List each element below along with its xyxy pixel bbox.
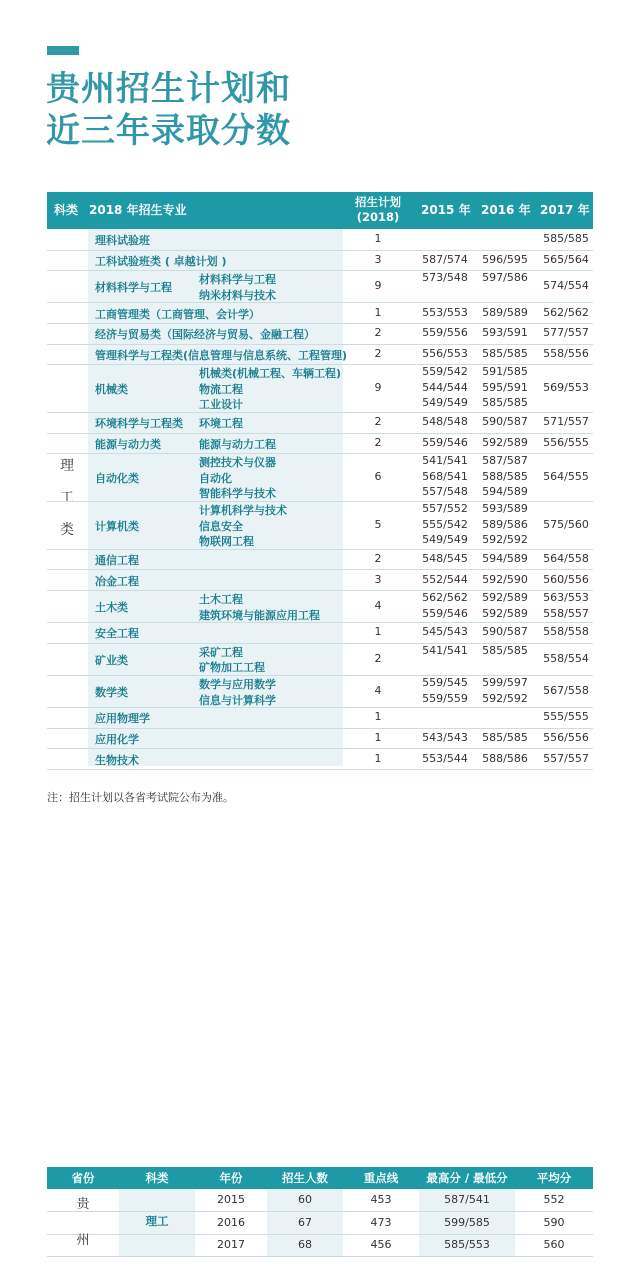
score-s2017: 557/557 bbox=[543, 751, 589, 765]
major-group-name: 环境科学与工程类 bbox=[95, 417, 183, 431]
score-s2015: 557/552 bbox=[422, 502, 468, 515]
bt-header-count: 招生人数 bbox=[282, 1171, 328, 1185]
header-2016: 2016 年 bbox=[481, 203, 531, 217]
plan-count: 4 bbox=[374, 599, 382, 613]
table-row bbox=[47, 433, 593, 455]
table-row bbox=[47, 302, 593, 324]
score-s2016: 588/585 bbox=[482, 469, 528, 483]
bt-cell-key_line: 453 bbox=[370, 1193, 392, 1206]
score-s2015: 543/543 bbox=[422, 731, 468, 745]
table-row bbox=[47, 748, 593, 770]
table-row bbox=[47, 1189, 593, 1212]
score-s2017: 558/558 bbox=[543, 625, 589, 639]
table-row bbox=[47, 728, 593, 750]
bt-cell-max_min: 599/585 bbox=[444, 1215, 490, 1229]
bt-header-key-line: 重点线 bbox=[363, 1171, 399, 1185]
title-line-1: 贵州招生计划和 bbox=[46, 69, 291, 109]
sub-major-name: 数学与应用数学 bbox=[199, 678, 276, 691]
bt-cell-avg: 560 bbox=[543, 1238, 565, 1251]
major-group-name: 机械类 bbox=[95, 383, 128, 397]
table-row bbox=[47, 501, 593, 550]
plan-count: 2 bbox=[374, 326, 382, 340]
score-s2015: 541/541 bbox=[422, 454, 468, 468]
header-plan bbox=[347, 195, 409, 225]
plan-count: 3 bbox=[374, 572, 382, 586]
major-group-name: 数学类 bbox=[95, 686, 128, 700]
plan-count: 2 bbox=[374, 651, 382, 665]
score-s2016: 585/585 bbox=[482, 346, 528, 360]
score-s2016: 593/591 bbox=[482, 326, 528, 340]
major-group-name: 理科试验班 bbox=[95, 234, 150, 248]
score-s2017: 558/557 bbox=[543, 606, 589, 620]
score-s2015: 587/574 bbox=[422, 252, 468, 266]
score-s2017: 558/554 bbox=[543, 651, 589, 665]
bt-header-max-min: 最高分 / 最低分 bbox=[426, 1171, 508, 1185]
bt-header-province: 省份 bbox=[71, 1171, 95, 1185]
bt-cell-count: 68 bbox=[298, 1238, 312, 1251]
major-group-name: 生物技术 bbox=[95, 753, 139, 767]
science-char-1: 理 bbox=[60, 458, 74, 474]
score-s2017: 575/560 bbox=[543, 517, 589, 531]
score-s2015: 557/548 bbox=[422, 485, 468, 499]
score-s2017: 565/564 bbox=[543, 252, 589, 266]
sub-major-name: 自动化 bbox=[199, 471, 232, 485]
score-s2016: 594/589 bbox=[482, 552, 528, 566]
score-s2016: 585/585 bbox=[482, 396, 528, 410]
sub-major-name: 材料科学与工程 bbox=[199, 273, 276, 287]
sub-major-name: 智能科学与技术 bbox=[199, 487, 276, 501]
score-s2016: 587/587 bbox=[482, 454, 528, 468]
score-s2017: 555/555 bbox=[543, 710, 589, 724]
major-group-name: 工商管理类（工商管理、会计学） bbox=[95, 307, 260, 321]
score-s2017: 562/562 bbox=[543, 305, 589, 319]
plan-count: 9 bbox=[374, 279, 382, 293]
score-s2017: 560/556 bbox=[543, 572, 589, 586]
score-s2016: 592/589 bbox=[482, 606, 528, 620]
bt-header-category: 科类 bbox=[145, 1171, 169, 1185]
score-s2015: 545/543 bbox=[422, 625, 468, 639]
score-s2016: 595/591 bbox=[482, 380, 528, 394]
sub-major-name: 纳米材料与技术 bbox=[199, 288, 276, 302]
score-s2017: 577/557 bbox=[543, 326, 589, 340]
score-s2017: 564/558 bbox=[543, 552, 589, 566]
score-s2017: 556/556 bbox=[543, 731, 589, 745]
plan-count: 1 bbox=[374, 625, 382, 639]
score-s2016: 596/595 bbox=[482, 252, 528, 266]
bt-cell-count: 60 bbox=[298, 1193, 312, 1206]
score-s2017: 574/554 bbox=[543, 279, 589, 293]
score-s2016: 599/597 bbox=[482, 676, 528, 689]
score-s2015: 541/541 bbox=[422, 643, 468, 657]
score-s2015: 562/562 bbox=[422, 591, 468, 604]
table-row bbox=[47, 569, 593, 591]
table-row bbox=[47, 323, 593, 345]
sub-major-name: 能源与动力工程 bbox=[199, 437, 276, 451]
score-s2016: 592/592 bbox=[482, 533, 528, 547]
major-group-name: 矿业类 bbox=[95, 653, 128, 667]
bt-category-cell: 理工 bbox=[145, 1214, 169, 1228]
science-char-3: 类 bbox=[60, 522, 74, 538]
bt-header-avg: 平均分 bbox=[536, 1171, 572, 1185]
accent-bar bbox=[47, 46, 79, 55]
title-line-2: 近三年录取分数 bbox=[46, 111, 291, 151]
score-s2016: 593/589 bbox=[482, 502, 528, 515]
header-2017: 2017 年 bbox=[540, 203, 590, 217]
header-2015: 2015 年 bbox=[421, 203, 471, 217]
score-s2017: 567/558 bbox=[543, 684, 589, 698]
table-row bbox=[47, 707, 593, 729]
score-s2016: 594/589 bbox=[482, 485, 528, 499]
bt-header-year: 年份 bbox=[219, 1171, 243, 1185]
plan-count: 6 bbox=[374, 470, 382, 484]
table-row bbox=[47, 675, 593, 708]
score-s2016: 589/586 bbox=[482, 517, 528, 531]
sub-major-name: 物流工程 bbox=[199, 382, 243, 396]
sub-major-name: 机械类(机械工程、车辆工程) bbox=[199, 367, 342, 381]
bt-province-char-1: 贵 bbox=[76, 1197, 90, 1212]
sub-major-name: 物联网工程 bbox=[199, 535, 254, 549]
bt-cell-key_line: 456 bbox=[370, 1238, 392, 1251]
score-s2015: 559/542 bbox=[422, 365, 468, 379]
table-row bbox=[47, 1234, 593, 1257]
major-group-name: 通信工程 bbox=[95, 554, 139, 568]
sub-major-name: 信息与计算科学 bbox=[199, 693, 276, 707]
major-group-name: 管理科学与工程类(信息管理与信息系统、工程管理) bbox=[95, 348, 348, 362]
sub-major-name: 工业设计 bbox=[199, 398, 243, 412]
major-group-name: 土木类 bbox=[95, 601, 128, 615]
page-title bbox=[46, 68, 291, 152]
plan-count: 3 bbox=[374, 252, 382, 266]
major-group-name: 应用化学 bbox=[95, 733, 139, 747]
score-s2016: 590/587 bbox=[482, 415, 528, 429]
sub-major-name: 环境工程 bbox=[199, 417, 243, 431]
score-s2015: 544/544 bbox=[422, 380, 468, 394]
score-s2015: 553/544 bbox=[422, 751, 468, 765]
sub-major-name: 土木工程 bbox=[199, 593, 243, 606]
sub-major-name: 计算机科学与技术 bbox=[199, 504, 287, 517]
sub-major-name: 矿物加工工程 bbox=[199, 661, 265, 675]
table-row bbox=[47, 590, 593, 623]
table-row bbox=[47, 412, 593, 434]
plan-count: 2 bbox=[374, 435, 382, 449]
score-s2016: 585/585 bbox=[482, 731, 528, 745]
score-s2016: 589/589 bbox=[482, 305, 528, 319]
score-s2015: 559/559 bbox=[422, 691, 468, 705]
plan-count: 4 bbox=[374, 684, 382, 698]
score-s2016: 591/585 bbox=[482, 365, 528, 379]
major-group-name: 材料科学与工程 bbox=[95, 281, 172, 295]
plan-count: 1 bbox=[374, 232, 382, 246]
bottom-table-header bbox=[47, 1167, 593, 1189]
bt-cell-max_min: 587/541 bbox=[444, 1193, 490, 1206]
plan-count: 5 bbox=[374, 517, 382, 531]
bt-cell-max_min: 585/553 bbox=[444, 1238, 490, 1251]
header-category: 科类 bbox=[54, 203, 79, 217]
footnote: 注：招生计划以各省考试院公布为准。 bbox=[47, 791, 234, 804]
science-char-2: 工 bbox=[60, 490, 74, 506]
bt-province-cell bbox=[47, 1189, 119, 1257]
table-row bbox=[47, 250, 593, 272]
table-row bbox=[47, 344, 593, 366]
bt-cell-year: 2016 bbox=[217, 1215, 245, 1229]
bt-cell-key_line: 473 bbox=[370, 1215, 392, 1229]
bt-cell-avg: 590 bbox=[543, 1215, 565, 1229]
score-s2016: 592/590 bbox=[482, 572, 528, 586]
sub-major-name: 信息安全 bbox=[199, 519, 243, 533]
plan-count: 2 bbox=[374, 346, 382, 360]
plan-count: 9 bbox=[374, 381, 382, 395]
sub-major-name: 建筑环境与能源应用工程 bbox=[199, 608, 320, 622]
score-s2017: 585/585 bbox=[543, 232, 589, 246]
bt-cell-avg: 552 bbox=[543, 1193, 565, 1206]
table-row bbox=[47, 643, 593, 676]
score-s2015: 549/549 bbox=[422, 533, 468, 547]
score-s2016: 597/586 bbox=[482, 271, 528, 285]
sub-major-name: 采矿工程 bbox=[199, 645, 243, 659]
major-group-name: 冶金工程 bbox=[95, 574, 139, 588]
major-group-name: 能源与动力类 bbox=[95, 437, 161, 451]
header-major: 2018 年招生专业 bbox=[89, 203, 187, 217]
table-row bbox=[47, 453, 593, 502]
score-s2017: 556/555 bbox=[543, 435, 589, 449]
major-group-name: 应用物理学 bbox=[95, 712, 150, 726]
plan-count: 1 bbox=[374, 751, 382, 765]
score-s2015: 559/545 bbox=[422, 676, 468, 689]
plan-count: 2 bbox=[374, 552, 382, 566]
score-s2015: 556/553 bbox=[422, 346, 468, 360]
score-s2015: 559/546 bbox=[422, 435, 468, 449]
score-s2017: 558/556 bbox=[543, 346, 589, 360]
plan-count: 1 bbox=[374, 305, 382, 319]
sub-major-name: 测控技术与仪器 bbox=[199, 456, 276, 470]
score-s2016: 592/592 bbox=[482, 691, 528, 705]
score-s2015: 548/545 bbox=[422, 552, 468, 566]
bt-cell-count: 67 bbox=[298, 1215, 312, 1229]
score-s2015: 552/544 bbox=[422, 572, 468, 586]
major-group-name: 计算机类 bbox=[95, 519, 139, 533]
bt-province-char-2: 州 bbox=[76, 1233, 90, 1248]
score-s2015: 568/541 bbox=[422, 469, 468, 483]
major-group-name: 自动化类 bbox=[95, 472, 139, 486]
table-row bbox=[47, 622, 593, 644]
table-row bbox=[47, 229, 593, 251]
plan-count: 1 bbox=[374, 731, 382, 745]
header-plan-line1: 招生计划 bbox=[355, 195, 401, 209]
score-s2016: 585/585 bbox=[482, 643, 528, 657]
score-s2017: 571/557 bbox=[543, 415, 589, 429]
major-group-name: 安全工程 bbox=[95, 627, 139, 641]
score-s2016: 590/587 bbox=[482, 625, 528, 639]
score-s2015: 548/548 bbox=[422, 415, 468, 429]
score-s2017: 569/553 bbox=[543, 381, 589, 395]
score-s2015: 553/553 bbox=[422, 305, 468, 319]
table-row bbox=[47, 270, 593, 303]
bt-cell-year: 2015 bbox=[217, 1193, 245, 1206]
bt-cell-year: 2017 bbox=[217, 1238, 245, 1251]
score-s2017: 564/555 bbox=[543, 470, 589, 484]
score-s2016: 588/586 bbox=[482, 751, 528, 765]
header-plan-line2: (2018) bbox=[356, 210, 400, 224]
major-group-name: 经济与贸易类（国际经济与贸易、金融工程） bbox=[95, 328, 315, 342]
table-row bbox=[47, 549, 593, 571]
score-s2015: 549/549 bbox=[422, 396, 468, 410]
plan-count: 2 bbox=[374, 415, 382, 429]
score-s2017: 563/553 bbox=[543, 591, 589, 604]
table-row bbox=[47, 364, 593, 413]
score-s2015: 559/556 bbox=[422, 326, 468, 340]
score-s2015: 559/546 bbox=[422, 606, 468, 620]
major-group-name: 工科试验班类 ( 卓越计划 ) bbox=[95, 254, 227, 268]
score-s2016: 592/589 bbox=[482, 591, 528, 604]
score-s2015: 573/548 bbox=[422, 271, 468, 285]
main-table-header bbox=[47, 192, 593, 229]
plan-count: 1 bbox=[374, 710, 382, 724]
score-s2016: 592/589 bbox=[482, 435, 528, 449]
score-s2015: 555/542 bbox=[422, 517, 468, 531]
